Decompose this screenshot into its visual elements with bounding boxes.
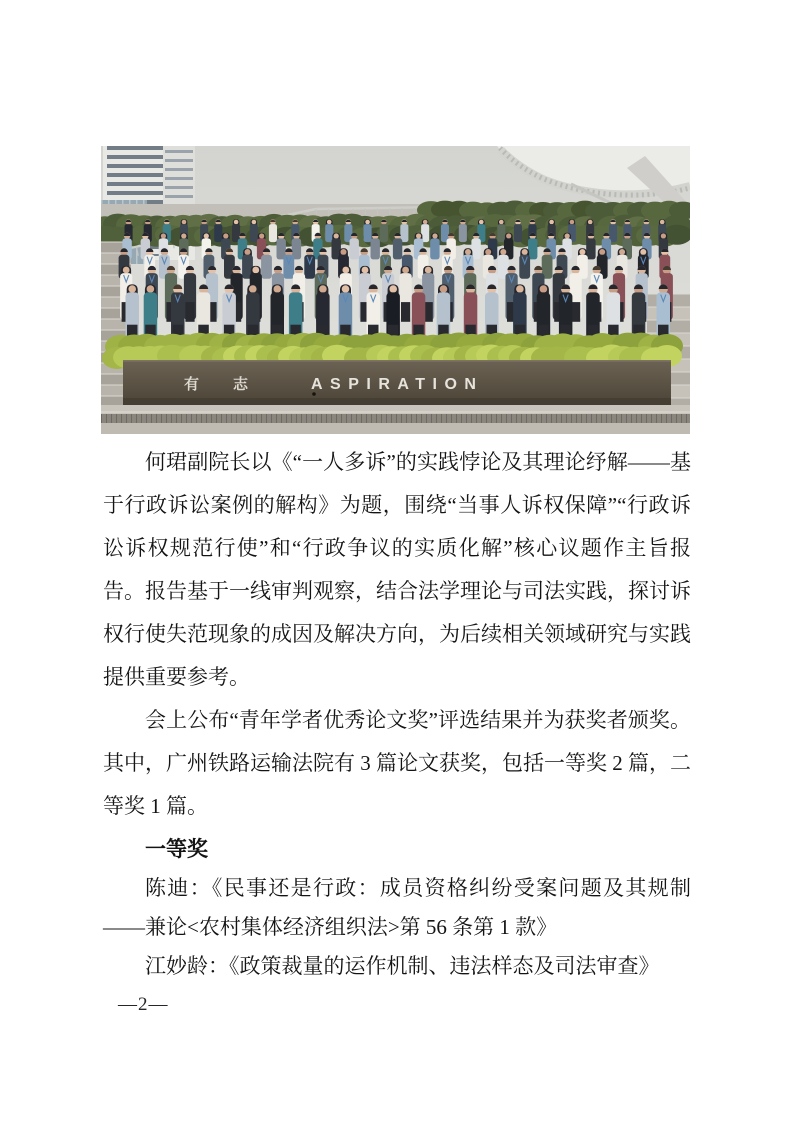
aspiration-wall	[123, 360, 671, 405]
wall-text-chinese: 有志	[184, 376, 283, 393]
document-body	[103, 441, 691, 986]
award-heading: 一等奖	[145, 838, 208, 861]
group-photo-illustration	[101, 146, 690, 434]
page-number: —2—	[118, 994, 169, 1015]
paragraph-keynote: 何珺副院长以《“一人多诉”的实践悖论及其理论纾解——基于行政诉讼案例的解构》为题，围绕“当事人诉权保障”“行政诉讼诉权规范行使”和“行政争议的实质化解”核心议题作主旨报告。报告基于一线审判观察，结合法学理论与司法实践，探讨诉权行使失范现象的成因及解决方向，为后续相关领域研究与实践提供重要参考。	[103, 450, 691, 689]
award-item-2: 江妙龄：《政策裁量的运作机制、违法样态及司法审查》	[145, 954, 660, 978]
award-item-1: 陈迪：《民事还是行政：成员资格纠纷受案问题及其规制——兼论<农村集体经济组织法>第 56 条第 1 款》	[103, 876, 691, 939]
pavement	[101, 405, 690, 434]
wall-text-english: ASPIRATION	[311, 376, 484, 393]
group-photo	[101, 146, 690, 434]
paragraph-award-announcement: 会上公布“青年学者优秀论文奖”评选结果并为获奖者颁奖。其中，广州铁路运输法院有 3 篇论文获奖，包括一等奖 2 篇，二等奖 1 篇。	[103, 708, 691, 818]
